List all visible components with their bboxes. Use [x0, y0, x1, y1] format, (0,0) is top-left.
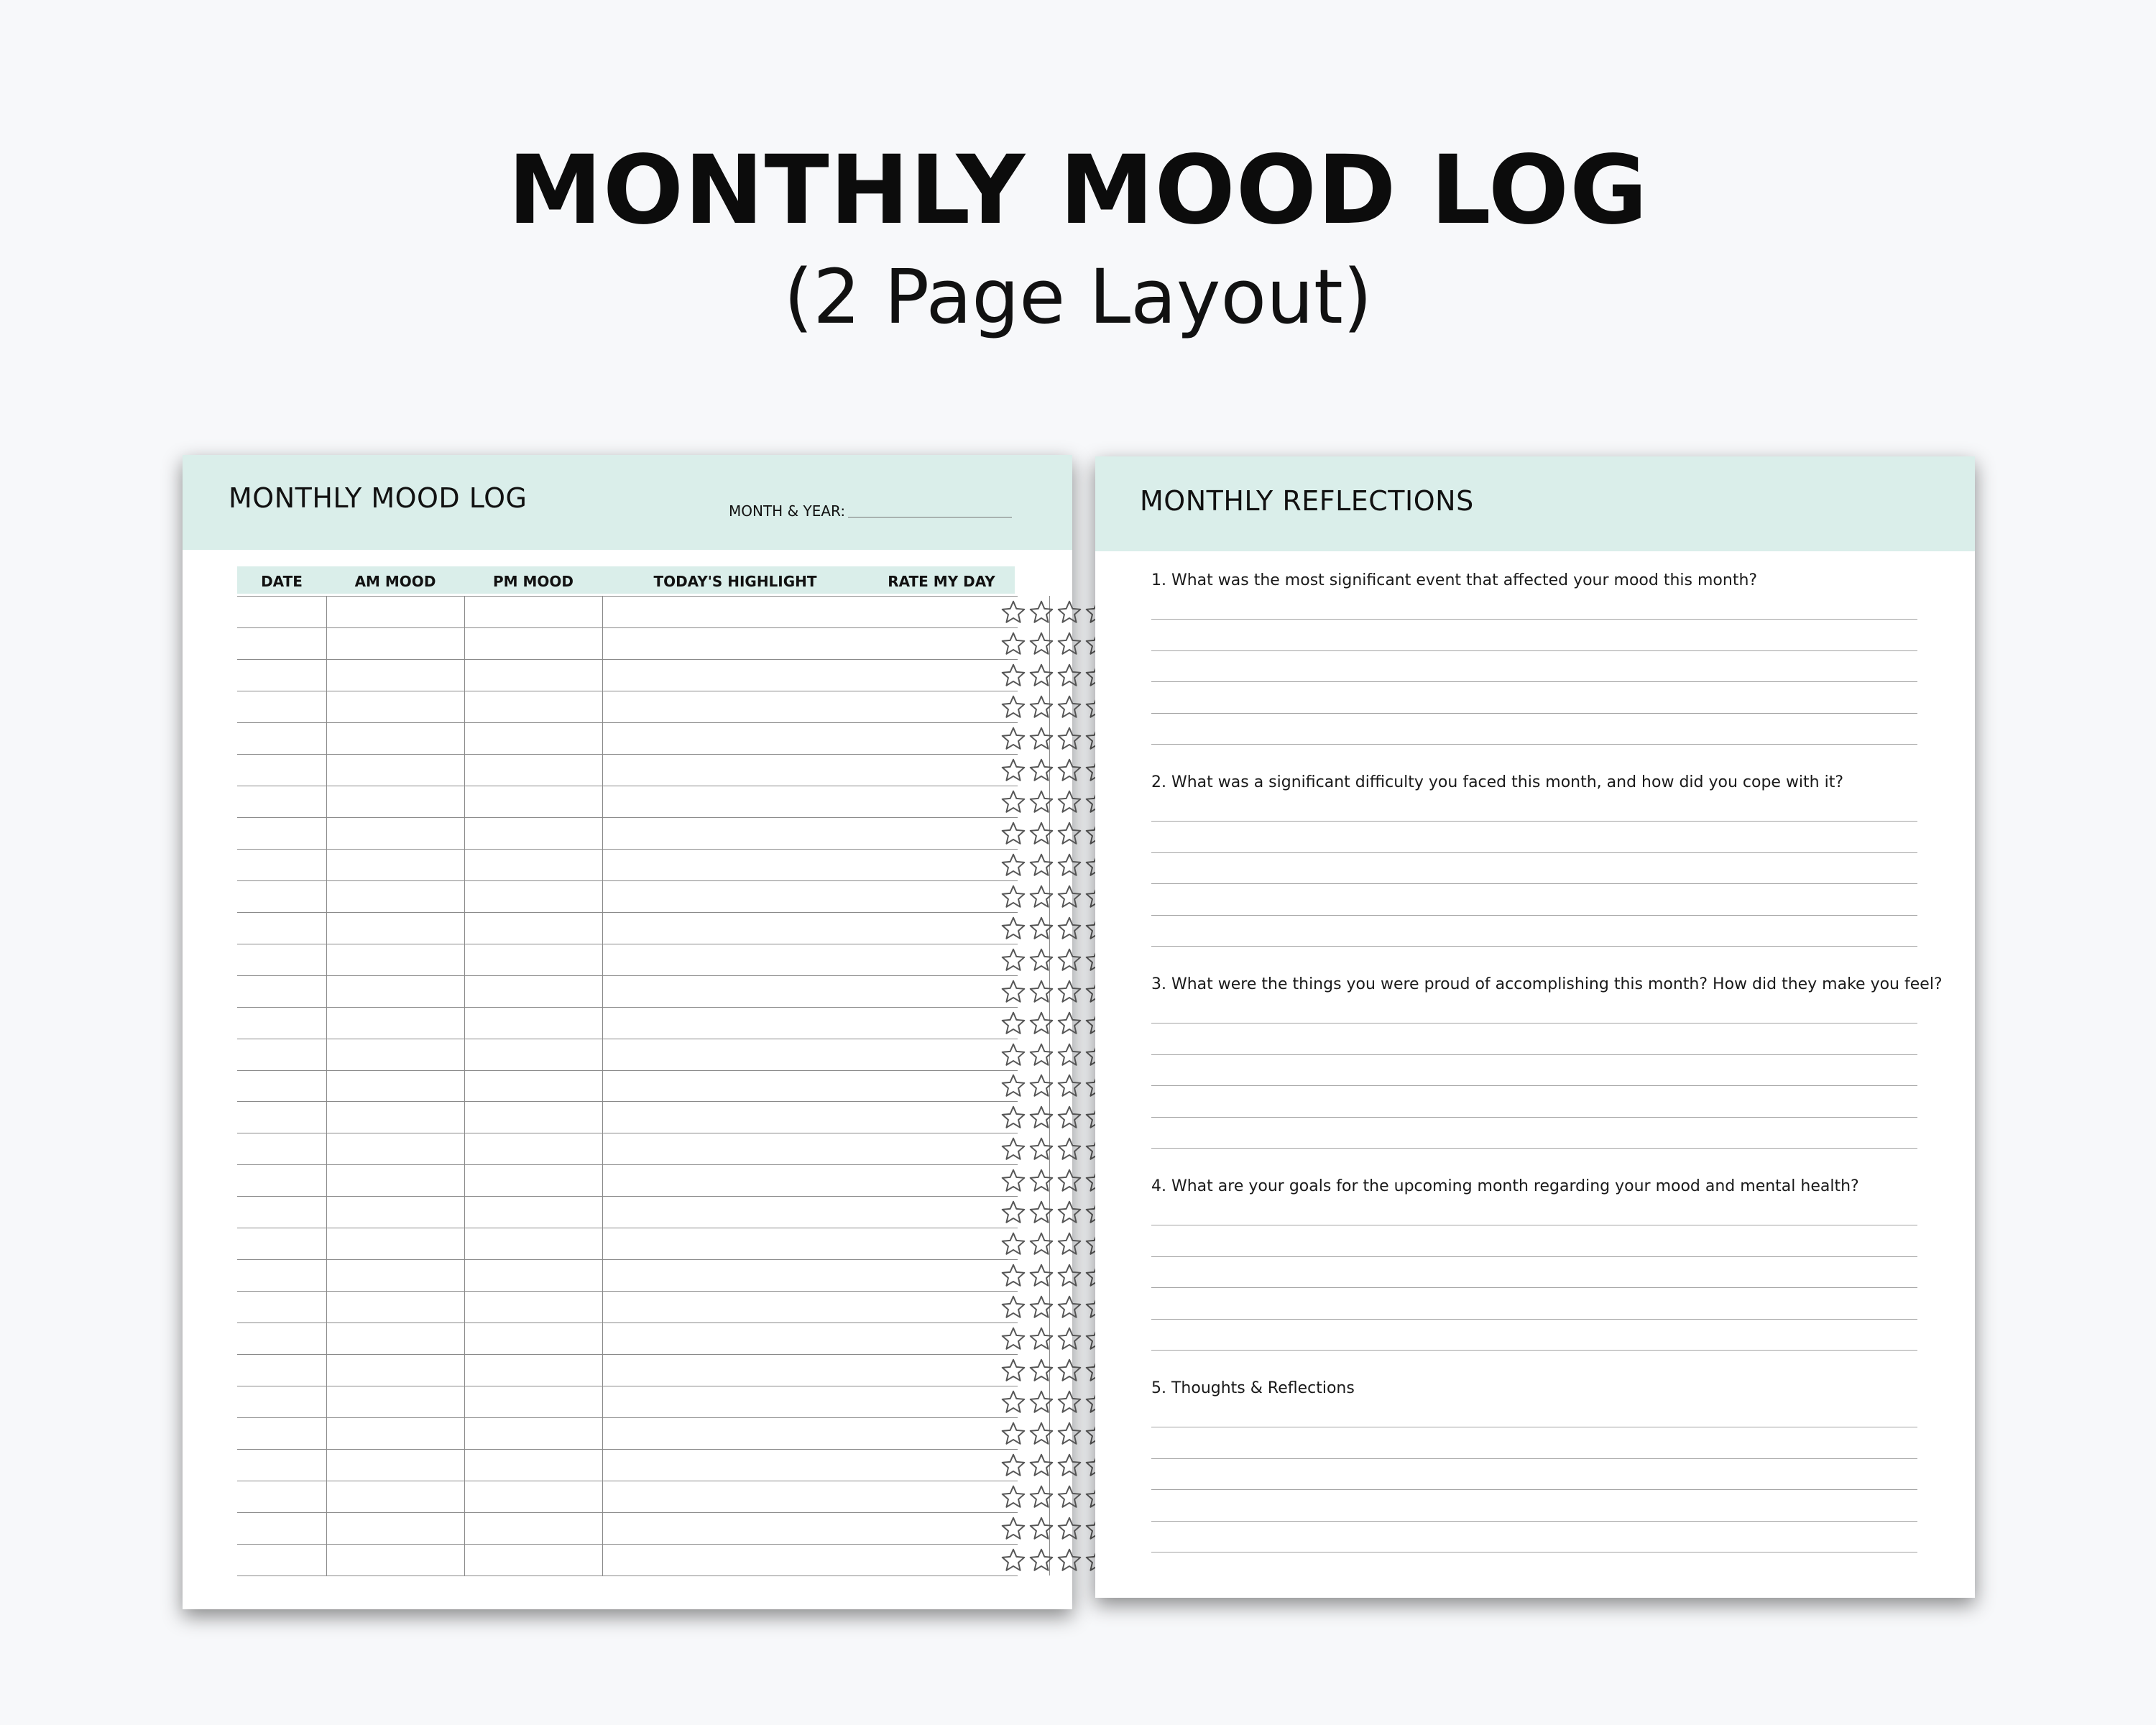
banner-title: MONTHLY MOOD LOG	[507, 135, 1649, 246]
answer-line[interactable]	[1151, 1256, 1917, 1257]
answer-line[interactable]	[1151, 650, 1917, 651]
reflections-title: MONTHLY REFLECTIONS	[1140, 485, 1474, 517]
star-outline-icon[interactable]	[1000, 1136, 1026, 1162]
star-outline-icon[interactable]	[1000, 1042, 1026, 1068]
table-row[interactable]	[237, 1228, 1018, 1259]
star-outline-icon[interactable]	[1028, 758, 1054, 783]
star-outline-icon[interactable]	[1000, 789, 1026, 815]
star-outline-icon[interactable]	[1056, 1136, 1082, 1162]
star-outline-icon[interactable]	[1028, 599, 1054, 625]
star-outline-icon[interactable]	[1056, 916, 1082, 942]
reflections-header	[1095, 456, 1975, 551]
star-outline-icon[interactable]	[1000, 1389, 1026, 1415]
star-outline-icon[interactable]	[1000, 663, 1026, 689]
star-outline-icon[interactable]	[1056, 1011, 1082, 1036]
mood-log-table	[237, 596, 1018, 1576]
star-outline-icon[interactable]	[1056, 1389, 1082, 1415]
star-outline-icon[interactable]	[1028, 1073, 1054, 1099]
star-outline-icon[interactable]	[1000, 1484, 1026, 1510]
star-outline-icon[interactable]	[1056, 1105, 1082, 1131]
table-row[interactable]	[237, 754, 1018, 786]
star-outline-icon[interactable]	[1000, 1358, 1026, 1384]
star-outline-icon[interactable]	[1000, 884, 1026, 910]
star-outline-icon[interactable]	[1000, 1200, 1026, 1225]
table-row[interactable]	[237, 817, 1018, 849]
star-outline-icon[interactable]	[1056, 947, 1082, 973]
star-outline-icon[interactable]	[1028, 852, 1054, 878]
star-outline-icon[interactable]	[1000, 1294, 1026, 1320]
star-outline-icon[interactable]	[1028, 884, 1054, 910]
column-header-date: DATE	[261, 573, 303, 590]
star-outline-icon[interactable]	[1028, 1200, 1054, 1225]
table-row[interactable]	[237, 1544, 1018, 1576]
table-row[interactable]	[237, 786, 1018, 817]
answer-line[interactable]	[1151, 744, 1917, 745]
star-outline-icon[interactable]	[1000, 1073, 1026, 1099]
star-outline-icon[interactable]	[1000, 1421, 1026, 1447]
column-header-highlight: TODAY'S HIGHLIGHT	[653, 573, 817, 590]
star-outline-icon[interactable]	[1056, 1042, 1082, 1068]
star-outline-icon[interactable]	[1056, 1484, 1082, 1510]
column-header-pm-mood: PM MOOD	[492, 573, 574, 590]
star-outline-icon[interactable]	[1028, 1231, 1054, 1257]
answer-line[interactable]	[1151, 852, 1917, 853]
star-outline-icon[interactable]	[1028, 1326, 1054, 1352]
table-row[interactable]	[237, 1322, 1018, 1354]
answer-line[interactable]	[1151, 681, 1917, 682]
star-outline-icon[interactable]	[1000, 631, 1026, 657]
star-outline-icon[interactable]	[1028, 1042, 1054, 1068]
star-outline-icon[interactable]	[1056, 884, 1082, 910]
answer-line[interactable]	[1151, 1489, 1917, 1490]
star-outline-icon[interactable]	[1056, 1453, 1082, 1478]
star-outline-icon[interactable]	[1000, 979, 1026, 1005]
star-outline-icon[interactable]	[1056, 979, 1082, 1005]
star-outline-icon[interactable]	[1028, 789, 1054, 815]
star-outline-icon[interactable]	[1056, 726, 1082, 752]
star-outline-icon[interactable]	[1056, 1421, 1082, 1447]
star-outline-icon[interactable]	[1028, 663, 1054, 689]
star-outline-icon[interactable]	[1056, 694, 1082, 720]
table-row[interactable]	[237, 1386, 1018, 1417]
star-outline-icon[interactable]	[1028, 1484, 1054, 1510]
column-header-am-mood: AM MOOD	[354, 573, 436, 590]
answer-line[interactable]	[1151, 1521, 1917, 1522]
star-outline-icon[interactable]	[1000, 1105, 1026, 1131]
answer-line[interactable]	[1151, 883, 1917, 884]
answer-line[interactable]	[1151, 1287, 1917, 1288]
star-outline-icon[interactable]	[1000, 852, 1026, 878]
star-outline-icon[interactable]	[1028, 916, 1054, 942]
star-outline-icon[interactable]	[1000, 1168, 1026, 1194]
star-outline-icon[interactable]	[1028, 1011, 1054, 1036]
star-outline-icon[interactable]	[1028, 1421, 1054, 1447]
answer-line[interactable]	[1151, 1148, 1917, 1149]
table-row[interactable]	[237, 1259, 1018, 1291]
star-outline-icon[interactable]	[1000, 758, 1026, 783]
table-row[interactable]	[237, 691, 1018, 722]
star-outline-icon[interactable]	[1028, 1453, 1054, 1478]
answer-line[interactable]	[1151, 1085, 1917, 1086]
star-outline-icon[interactable]	[1028, 1105, 1054, 1131]
mood-log-page	[183, 455, 1072, 1609]
table-row[interactable]	[237, 1481, 1018, 1512]
answer-line[interactable]	[1151, 1023, 1917, 1024]
star-outline-icon[interactable]	[1056, 1231, 1082, 1257]
star-outline-icon[interactable]	[1056, 1294, 1082, 1320]
star-outline-icon[interactable]	[1000, 916, 1026, 942]
table-row[interactable]	[237, 1133, 1018, 1164]
star-outline-icon[interactable]	[1056, 1358, 1082, 1384]
answer-line[interactable]	[1151, 1054, 1917, 1055]
star-outline-icon[interactable]	[1028, 1294, 1054, 1320]
star-outline-icon[interactable]	[1000, 1453, 1026, 1478]
mood-log-header	[183, 455, 1072, 550]
star-outline-icon[interactable]	[1028, 1358, 1054, 1384]
star-outline-icon[interactable]	[1000, 1516, 1026, 1542]
answer-line[interactable]	[1151, 619, 1917, 620]
table-row[interactable]	[237, 1354, 1018, 1386]
reflection-question-5: 5. Thoughts & Reflections	[1151, 1379, 1355, 1397]
star-outline-icon[interactable]	[1000, 694, 1026, 720]
star-outline-icon[interactable]	[1056, 1168, 1082, 1194]
star-outline-icon[interactable]	[1000, 599, 1026, 625]
star-outline-icon[interactable]	[1028, 1168, 1054, 1194]
table-row[interactable]	[237, 1417, 1018, 1449]
table-row[interactable]	[237, 1196, 1018, 1228]
table-row[interactable]	[237, 627, 1018, 659]
star-outline-icon[interactable]	[1028, 821, 1054, 847]
table-row[interactable]	[237, 1101, 1018, 1133]
table-row[interactable]	[237, 912, 1018, 944]
star-outline-icon[interactable]	[1028, 1263, 1054, 1289]
star-outline-icon[interactable]	[1000, 1011, 1026, 1036]
reflection-question-4: 4. What are your goals for the upcoming month regarding your mood and mental health?	[1151, 1177, 1859, 1195]
reflection-question-1: 1. What was the most significant event that affected your mood this month?	[1151, 571, 1758, 589]
table-row[interactable]	[237, 1449, 1018, 1481]
star-outline-icon[interactable]	[1028, 1389, 1054, 1415]
table-row[interactable]	[237, 659, 1018, 691]
star-outline-icon[interactable]	[1056, 852, 1082, 878]
table-row[interactable]	[237, 849, 1018, 880]
answer-line[interactable]	[1151, 946, 1917, 947]
table-row[interactable]	[237, 1164, 1018, 1196]
answer-line[interactable]	[1151, 1458, 1917, 1459]
answer-line[interactable]	[1151, 713, 1917, 714]
banner-subtitle: (2 Page Layout)	[783, 253, 1373, 341]
star-outline-icon[interactable]	[1056, 1263, 1082, 1289]
reflection-question-3: 3. What were the things you were proud of accomplishing this month? How did they make you feel?	[1151, 975, 1943, 993]
reflection-question-2: 2. What was a significant difficulty you faced this month, and how did you cope with it?	[1151, 773, 1844, 791]
star-outline-icon[interactable]	[1056, 1326, 1082, 1352]
table-row[interactable]	[237, 1291, 1018, 1322]
star-outline-icon[interactable]	[1056, 1516, 1082, 1542]
table-row[interactable]	[237, 880, 1018, 912]
star-outline-icon[interactable]	[1056, 1200, 1082, 1225]
table-row[interactable]	[237, 722, 1018, 754]
answer-line[interactable]	[1151, 1117, 1917, 1118]
star-outline-icon[interactable]	[1056, 789, 1082, 815]
star-outline-icon[interactable]	[1028, 979, 1054, 1005]
star-outline-icon[interactable]	[1028, 1136, 1054, 1162]
month-year-field[interactable]	[848, 517, 1012, 518]
star-outline-icon[interactable]	[1028, 947, 1054, 973]
star-outline-icon[interactable]	[1000, 947, 1026, 973]
star-outline-icon[interactable]	[1028, 1547, 1054, 1573]
reflections-page	[1095, 456, 1975, 1598]
star-outline-icon[interactable]	[1056, 1073, 1082, 1099]
star-outline-icon[interactable]	[1028, 726, 1054, 752]
column-header-rate-my-day: RATE MY DAY	[888, 573, 995, 590]
table-row[interactable]	[237, 944, 1018, 975]
table-row[interactable]	[237, 1070, 1018, 1102]
table-row[interactable]	[237, 975, 1018, 1007]
star-outline-icon[interactable]	[1000, 726, 1026, 752]
answer-line[interactable]	[1151, 915, 1917, 916]
star-outline-icon[interactable]	[1000, 821, 1026, 847]
star-outline-icon[interactable]	[1000, 1263, 1026, 1289]
star-outline-icon[interactable]	[1056, 631, 1082, 657]
table-row[interactable]	[237, 1039, 1018, 1070]
star-outline-icon[interactable]	[1056, 663, 1082, 689]
star-outline-icon[interactable]	[1028, 694, 1054, 720]
star-outline-icon[interactable]	[1056, 599, 1082, 625]
star-outline-icon[interactable]	[1028, 1516, 1054, 1542]
star-outline-icon[interactable]	[1000, 1231, 1026, 1257]
star-outline-icon[interactable]	[1056, 821, 1082, 847]
star-outline-icon[interactable]	[1028, 631, 1054, 657]
star-outline-icon[interactable]	[1056, 1547, 1082, 1573]
star-outline-icon[interactable]	[1056, 758, 1082, 783]
table-row[interactable]	[237, 1512, 1018, 1544]
star-outline-icon[interactable]	[1000, 1326, 1026, 1352]
table-row[interactable]	[237, 1007, 1018, 1039]
star-outline-icon[interactable]	[1000, 1547, 1026, 1573]
month-year-label: MONTH & YEAR:	[729, 502, 846, 520]
answer-line[interactable]	[1151, 1319, 1917, 1320]
table-row[interactable]	[237, 596, 1018, 627]
answer-line[interactable]	[1151, 821, 1917, 822]
answer-line[interactable]	[1151, 1350, 1917, 1351]
mood-log-title: MONTHLY MOOD LOG	[229, 482, 528, 514]
